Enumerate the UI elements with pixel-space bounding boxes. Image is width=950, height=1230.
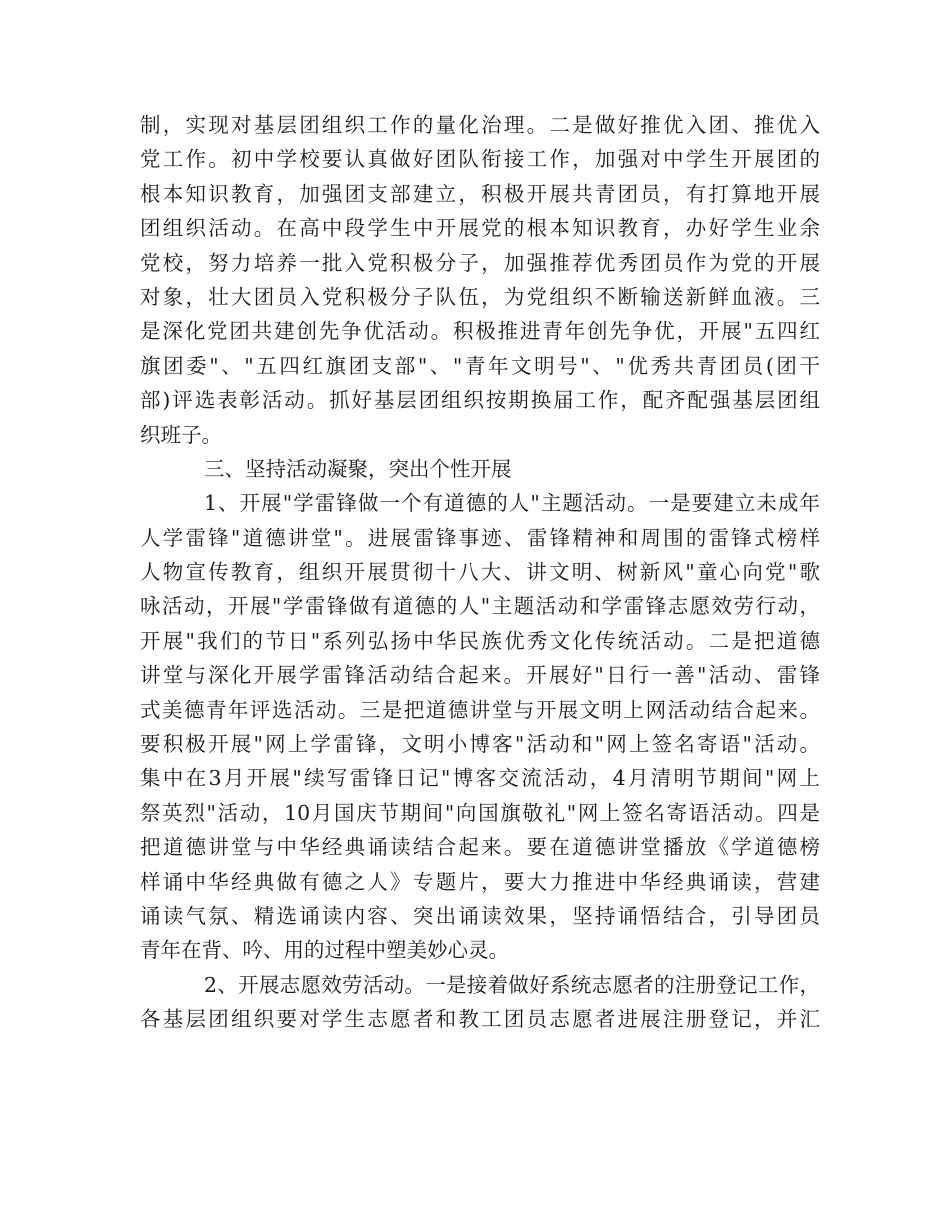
text-line: 人学雷锋"道德讲堂"。进展雷锋事迹、雷锋精神和周围的雷锋式榜样: [140, 525, 820, 550]
text-line: 各基层团组织要对学生志愿者和教工团员志愿者进展注册登记，并汇: [140, 1007, 820, 1032]
text-line: 咏活动，开展"学雷锋做有道德的人"主题活动和学雷锋志愿效劳行动，: [140, 594, 820, 619]
text-line: 集中在3月开展"续写雷锋日记"博客交流活动，4月清明节期间"网上: [140, 766, 820, 791]
text-line: 把道德讲堂与中华经典诵读结合起来。要在道德讲堂播放《学道德榜: [140, 835, 820, 860]
text-line: 人物宣传教育，组织开展贯彻十八大、讲文明、树新风"童心向党"歌: [140, 560, 820, 585]
text-line: 三、坚持活动凝聚，突出个性开展: [203, 456, 512, 481]
text-line: 党工作。初中学校要认真做好团队衔接工作，加强对中学生开展团的: [140, 147, 820, 172]
text-line: 开展"我们的节日"系列弘扬中华民族优秀文化传统活动。二是把道德: [140, 628, 820, 653]
text-line: 团组织活动。在高中段学生中开展党的根本知识教育，办好学生业余: [140, 216, 820, 241]
text-line: 旗团委"、"五四红旗团支部"、"青年文明号"、"优秀共青团员(团干: [140, 353, 820, 378]
text-line: 祭英烈"活动，10月国庆节期间"向国旗敬礼"网上签名寄语活动。四是: [140, 800, 820, 825]
text-line: 织班子。: [140, 422, 222, 447]
text-line: 根本知识教育，加强团支部建立，积极开展共青团员，有打算地开展: [140, 181, 820, 206]
text-line: 2、开展志愿效劳活动。一是接着做好系统志愿者的注册登记工作，: [203, 972, 820, 997]
document-body: [140, 108, 820, 1037]
text-line: 诵读气氛、精选诵读内容、突出诵读效果，坚持诵悟结合，引导团员: [140, 903, 820, 928]
text-line: 制，实现对基层团组织工作的量化治理。二是做好推优入团、推优入: [140, 113, 820, 137]
text-line: 是深化党团共建创先争优活动。积极推进青年创先争优，开展"五四红: [140, 319, 820, 344]
text-line: 要积极开展"网上学雷锋，文明小博客"活动和"网上签名寄语"活动。: [140, 732, 820, 757]
text-line: 讲堂与深化开展学雷锋活动结合起来。开展好"日行一善"活动、雷锋: [140, 663, 820, 688]
text-line: 党校，努力培养一批入党积极分子，加强推荐优秀团员作为党的开展: [140, 250, 820, 275]
text-line: 样诵中华经典做有德之人》专题片，要大力推进中华经典诵读，营建: [140, 869, 820, 894]
text-line: 1、开展"学雷锋做一个有道德的人"主题活动。一是要建立未成年: [203, 491, 820, 516]
text-line: 部)评选表彰活动。抓好基层团组织按期换届工作，配齐配强基层团组: [140, 388, 820, 413]
text-line: 式美德青年评选活动。三是把道德讲堂与开展文明上网活动结合起来。: [140, 697, 820, 722]
text-line: 青年在背、吟、用的过程中塑美妙心灵。: [140, 938, 509, 963]
text-line: 对象，壮大团员入党积极分子队伍，为党组织不断输送新鲜血液。三: [140, 284, 820, 309]
